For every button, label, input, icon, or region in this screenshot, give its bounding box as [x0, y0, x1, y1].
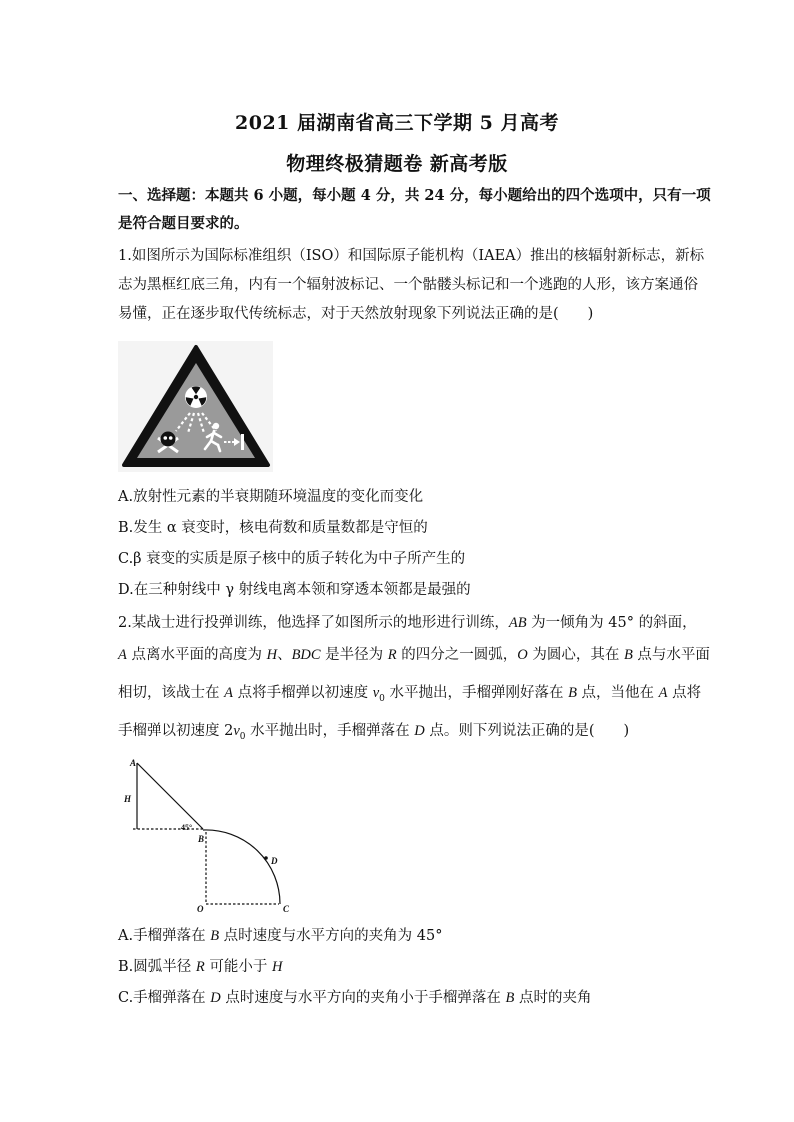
q1-stem-line2: 志为黑框红底三角，内有一个辐射波标记、一个骷髅头标记和一个逃跑的人形，该方案通俗 [118, 277, 698, 293]
q1-option-a: A.放射性元素的半衰期随环境温度的变化而变化 [118, 489, 424, 505]
label-c: C [283, 904, 290, 914]
radiation-warning-sign-figure [118, 341, 273, 472]
section-heading-cont: 是符合题目要求的。 [118, 215, 249, 232]
q1-option-b: B.发生 α 衰变时，核电荷数和质量数都是守恒的 [118, 520, 428, 536]
q2-option-c: C.手榴弹落在 D 点时速度与水平方向的夹角小于手榴弹落在 B 点时的夹角 [118, 990, 592, 1006]
label-h: H [124, 794, 132, 804]
paper-title-line1: 2021 届湖南省高三下学期 5 月高考 [235, 112, 559, 134]
q1-stem-line3: 易懂，正在逐步取代传统标志，对于天然放射现象下列说法正确的是( ) [118, 306, 594, 322]
paper-title-line2: 物理终极猜题卷 新高考版 [286, 153, 508, 175]
q2-stem-line4: 手榴弹以初速度 $2v_0$ 水平抛出时，手榴弹落在 D 点。则下列说法正确的是( ) [118, 723, 630, 742]
q2-stem-line1: 2.某战士进行投弹训练，他选择了如图所示的地形进行训练，AB 为一倾角为 45° 的斜面， [118, 615, 697, 631]
incline-arc-diagram [118, 752, 298, 914]
arc-bdc [203, 830, 280, 904]
incline-ab [137, 763, 203, 829]
label-angle: 45° [181, 823, 193, 832]
radiation-trefoil-icon [185, 386, 207, 408]
q1-stem-line1: 1.如图所示为国际标准组织（ISO）和国际原子能机构（IAEA）推出的核辐射新标志，新标 [118, 248, 705, 264]
label-d: D [271, 856, 278, 866]
point-d [264, 856, 268, 860]
q2-stem-line3: 相切，该战士在 A 点将手榴弹以初速度 $v_0$ 水平抛出，手榴弹刚好落在 B 点，当他在 A 点将 [118, 685, 702, 704]
q1-option-d: D.在三种射线中 γ 射线电离本领和穿透本领都是最强的 [118, 582, 471, 598]
label-a: A [130, 758, 137, 768]
q1-option-c: C.β 衰变的实质是原子核中的质子转化为中子所产生的 [118, 551, 466, 567]
q2-stem-line2: A 点离水平面的高度为 H、BDC 是半径为 R 的四分之一圆弧，O 为圆心，其在 B 点与水平面 [118, 647, 710, 663]
q2-option-a: A.手榴弹落在 B 点时速度与水平方向的夹角为 45° [118, 928, 443, 944]
label-b: B [198, 834, 205, 844]
q2-option-b: B.圆弧半径 R 可能小于 H [118, 959, 283, 975]
section-heading: 一、选择题：本题共 6 小题，每小题 4 分，共 24 分，每小题给出的四个选项中，只有一项 [118, 187, 711, 204]
label-o: O [197, 904, 204, 914]
